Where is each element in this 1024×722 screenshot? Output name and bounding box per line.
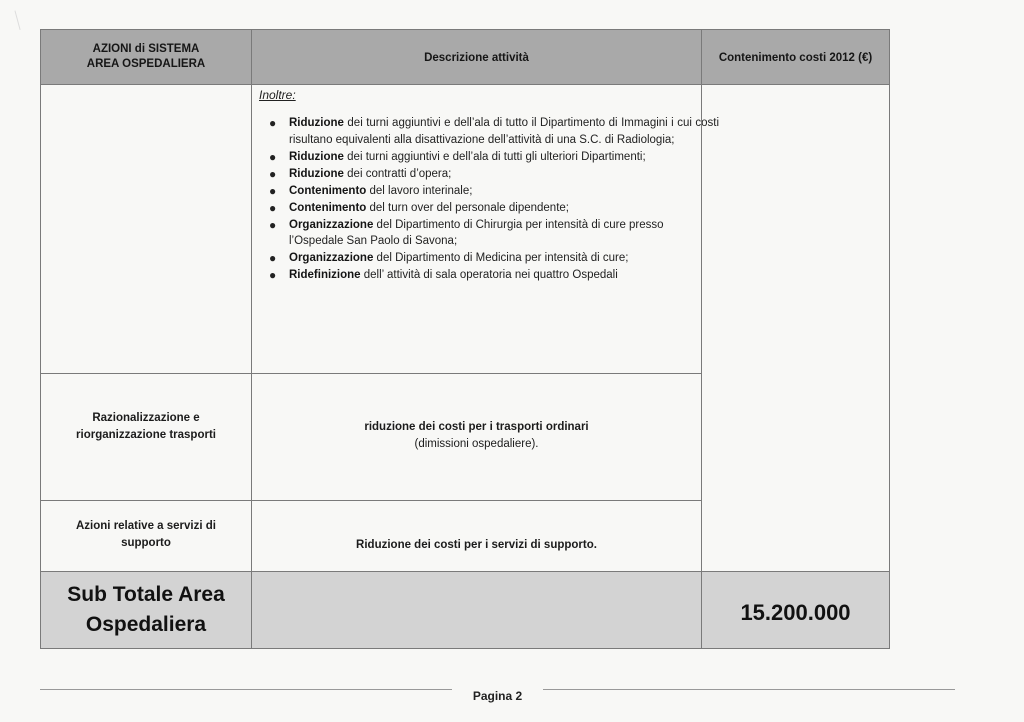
item-keyword: Ridefinizione: [289, 269, 361, 282]
subtotal-label-cell: [40, 571, 252, 649]
row1-action-cell: [40, 84, 252, 374]
row2-action-line2: riorganizzazione trasporti: [76, 429, 216, 441]
bullet-icon: ●: [269, 268, 277, 283]
item-text: del Dipartimento di Chirurgia per intensità di cure presso l’Ospedale San Paolo di Savona;: [289, 218, 664, 248]
header-description-label: Descrizione attività: [424, 51, 529, 64]
bullet-icon: ●: [269, 217, 277, 232]
row1-description-cell: [251, 84, 719, 374]
list-item: [269, 200, 719, 217]
row2-description-line2: (dimissioni ospedaliere).: [414, 438, 539, 450]
header-description: [251, 29, 702, 85]
header-cost: [701, 29, 890, 85]
row3-action-line2: supporto: [121, 537, 171, 549]
list-item: [269, 267, 719, 284]
item-keyword: Riduzione: [289, 117, 344, 129]
footer-rule-right: [543, 689, 955, 690]
subtotal-label-line1: Sub Totale Area: [67, 583, 225, 606]
cost-cell-merged: [701, 84, 890, 572]
item-text: dei contratti d’opera;: [343, 167, 452, 180]
row2-action-line1: Razionalizzazione e: [92, 412, 200, 424]
item-text: dei turni aggiuntivi e dell’ala di tutti gli ulteriori Dipartimenti;: [343, 150, 646, 163]
header-cost-label: Contenimento costi 2012 (€): [718, 51, 873, 64]
row3-description-line1: Riduzione dei costi per i servizi di supporto.: [356, 538, 597, 551]
subtotal-value-cell: [701, 571, 890, 649]
list-item: [269, 183, 719, 200]
item-keyword: Organizzazione: [289, 218, 374, 231]
list-item: [269, 250, 719, 267]
item-keyword: Riduzione: [289, 167, 344, 180]
subtotal-value: 15.200.000: [740, 600, 851, 625]
header-actions-line1: AZIONI di SISTEMA: [92, 43, 200, 55]
item-keyword: Contenimento: [289, 184, 367, 197]
item-text: dei turni aggiuntivi e dell’ala di tutto il Dipartimento di Immagini i cui costi risultano equivalenti alla disattivazione dell’attività di una S.C. di Radiologia;: [289, 117, 719, 146]
header-actions: [40, 29, 252, 85]
footer-rule-left: [40, 689, 452, 690]
row2-action-cell: [40, 373, 252, 501]
list-item: [269, 217, 719, 250]
bullet-icon: ●: [269, 166, 277, 181]
row3-description-cell: [251, 500, 702, 572]
bullet-icon: ●: [269, 200, 277, 215]
item-keyword: Contenimento: [289, 201, 367, 214]
header-actions-line2: AREA OSPEDALIERA: [86, 58, 206, 70]
scan-artifact: [14, 10, 22, 30]
measures-list: [266, 115, 719, 284]
bullet-icon: ●: [269, 149, 277, 164]
list-item: [269, 115, 719, 148]
page-number: Pagina 2: [472, 689, 523, 703]
cost-table: [40, 29, 890, 649]
item-text: dell’ attività di sala operatoria nei quattro Ospedali: [360, 269, 618, 282]
item-keyword: Riduzione: [289, 150, 344, 163]
item-text: del turn over del personale dipendente;: [366, 201, 569, 214]
item-keyword: Organizzazione: [289, 252, 374, 265]
subtotal-label-line2: Ospedaliera: [85, 613, 207, 636]
bullet-icon: ●: [269, 183, 277, 198]
bullet-icon: ●: [269, 251, 277, 266]
row3-action-cell: [40, 500, 252, 572]
list-item: [269, 149, 719, 166]
bullet-icon: ●: [269, 116, 277, 130]
row2-description-cell: [251, 373, 702, 501]
row2-description-line1: riduzione dei costi per i trasporti ordinari: [364, 421, 589, 433]
item-text: del lavoro interinale;: [366, 184, 473, 197]
list-item: [269, 166, 719, 183]
intro-label: Inoltre:: [259, 88, 296, 102]
subtotal-description-cell: [251, 571, 702, 649]
row3-action-line1: Azioni relative a servizi di: [76, 520, 216, 532]
item-text: del Dipartimento di Medicina per intensità di cure;: [373, 252, 629, 265]
